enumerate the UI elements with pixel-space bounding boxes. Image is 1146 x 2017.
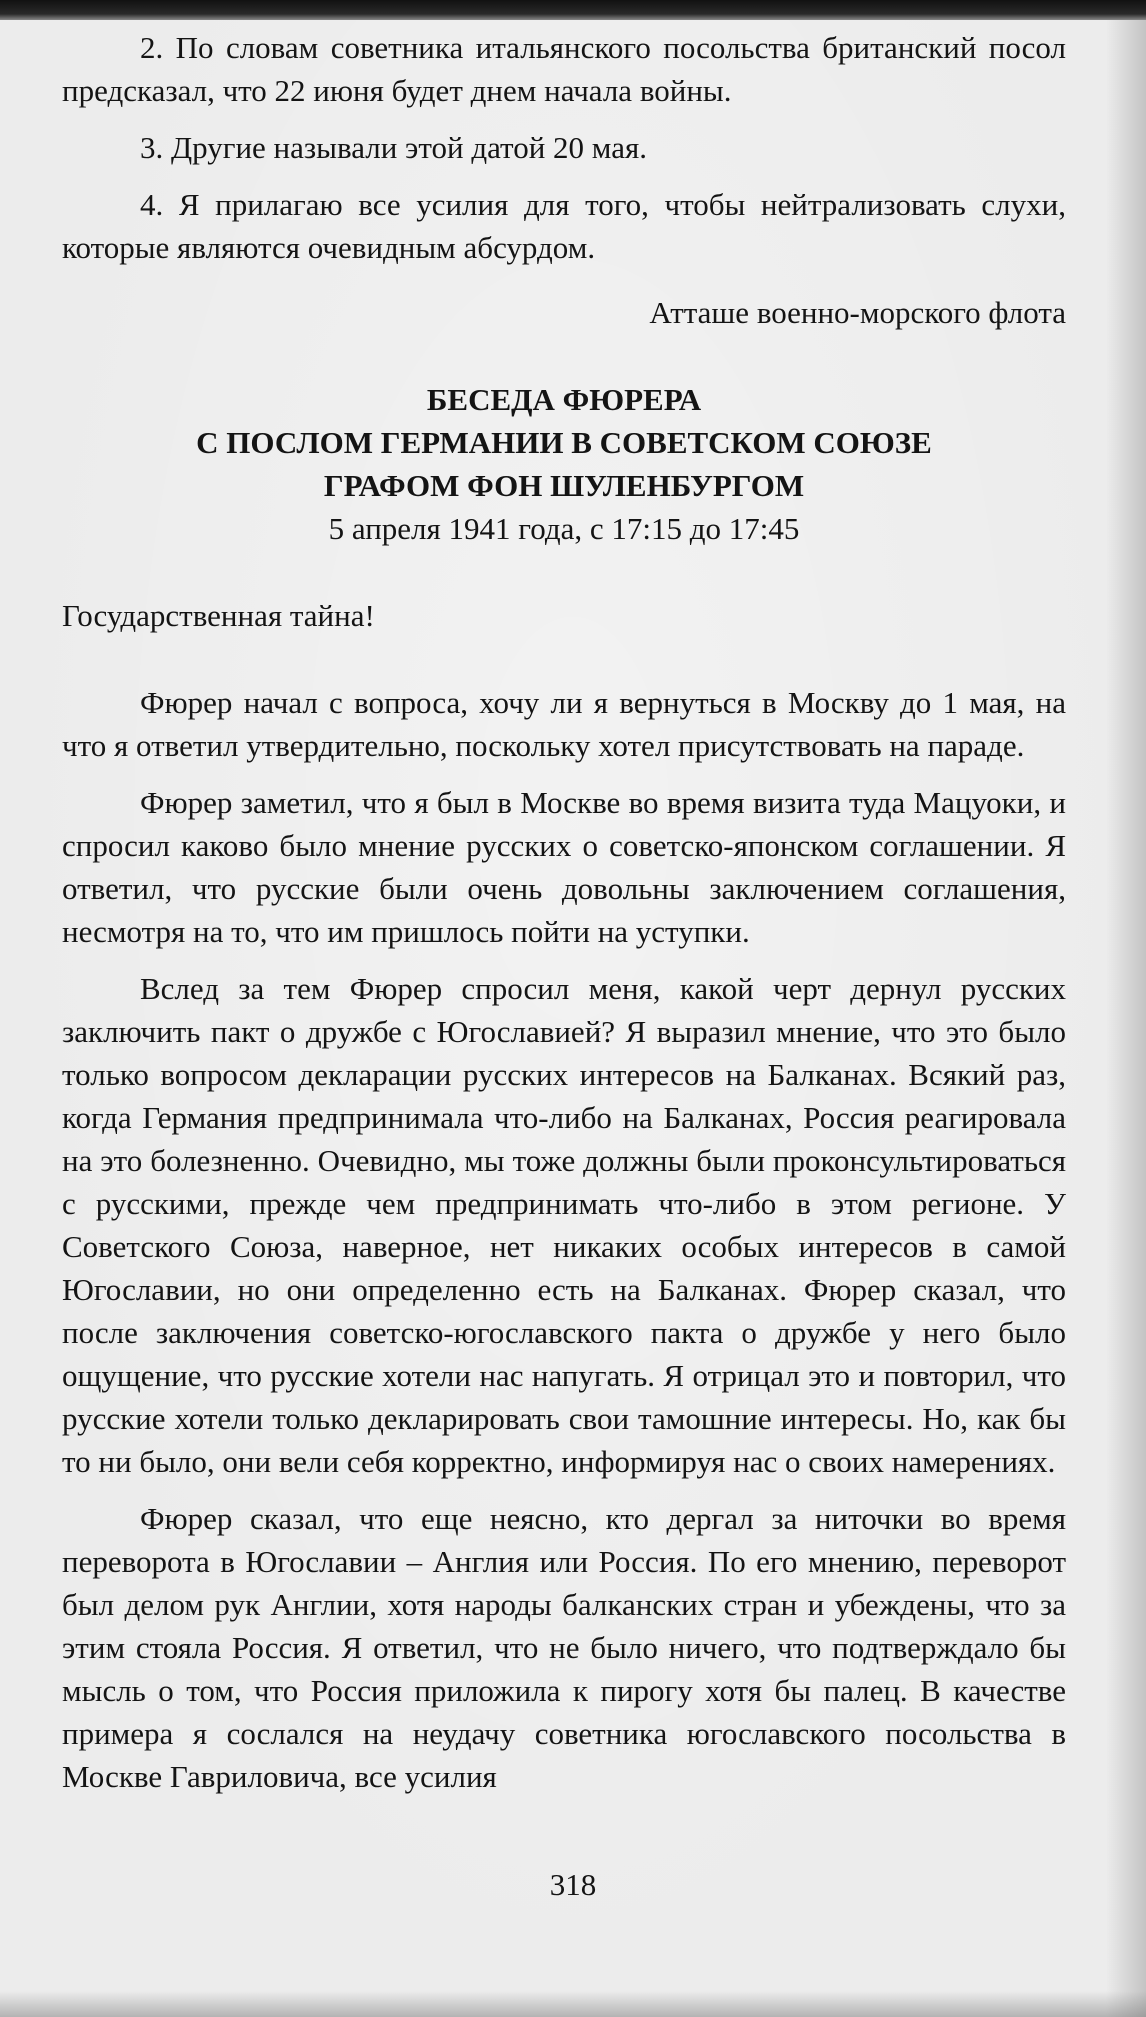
signature: Атташе военно-морского флота [649,295,1066,330]
heading-line-3: ГРАФОМ ФОН ШУЛЕНБУРГОМ [323,468,805,503]
paragraph-1: Фюрер начал с вопроса, хочу ли я вернуться в Москву до 1 мая, на что я ответил утвердительно, поскольку хотел присутствовать на параде. [62,685,1066,763]
scan-top-border [0,0,1146,20]
item-4: 4. Я прилагаю все усилия для того, чтобы нейтрализовать слухи, которые являются очевидным абсурдом. [62,187,1066,265]
paragraph-2: Фюрер заметил, что я был в Москве во время визита туда Мацуоки, и спросил каково было мнение русских о советско-японском соглашении. Я ответил, что русские были очень довольны заключением соглашения, несмотря на то, что им пришлось пойти на уступки. [62,785,1066,949]
heading-line-2: С ПОСЛОМ ГЕРМАНИИ В СОВЕТСКОМ СОЮЗЕ [196,425,932,460]
page-text [62,26,1066,1798]
heading-date: 5 апреля 1941 года, с 17:15 до 17:45 [328,511,800,546]
heading-line-1: БЕСЕДА ФЮРЕРА [426,382,702,417]
page-number: 318 [549,1867,597,1902]
scan-bottom-shadow [0,1991,1146,2017]
paragraph-4: Фюрер сказал, что еще неясно, кто дергал за ниточки во время переворота в Югославии – Англия или Россия. По его мнению, переворот был делом рук Англии, хотя народы балканских стран и убеждены, что за этим стояла Россия. Я ответил, что не было ничего, что подтверждало бы мысль о том, что Россия приложила к пирогу хотя бы палец. В качестве примера я сослался на неудачу советника югославского посольства в Москве Гавриловича, все усилия [62,1501,1066,1794]
classification-label: Государственная тайна! [62,598,375,633]
scan-right-shadow [1106,20,1146,2017]
item-2: 2. По словам советника итальянского посольства британский посол предсказал, что 22 июня будет днем начала войны. [62,30,1066,108]
item-3: 3. Другие называли этой датой 20 мая. [140,130,647,165]
paragraph-3: Вслед за тем Фюрер спросил меня, какой черт дернул русских заключить пакт о дружбе с Югославией? Я выразил мнение, что это было только вопросом декларации русских интересов на Балканах. Всякий раз, когда Германия предпринимала что-либо на Балканах, Россия реагировала на это болезненно. Очевидно, мы тоже должны были проконсультироваться с русскими, прежде чем предпринимать что-либо в этом регионе. У Советского Союза, наверное, нет никаких особых интересов в самой Югославии, но они определенно есть на Балканах. Фюрер сказал, что после заключения советско-югославского пакта о дружбе у него было ощущение, что русские хотели нас напугать. Я отрицал это и повторил, что русские хотели только декларировать свои тамошние интересы. Но, как бы то ни было, они вели себя корректно, информируя нас о своих намерениях. [62,971,1066,1479]
